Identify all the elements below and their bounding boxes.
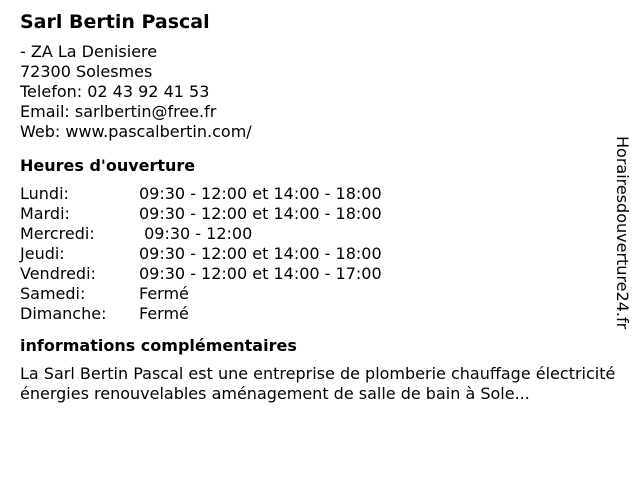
hours-row-friday xyxy=(20,264,610,284)
day-hours: 09:30 - 12:00 et 14:00 - 18:00 xyxy=(139,184,382,203)
day-hours: 09:30 - 12:00 et 14:00 - 18:00 xyxy=(139,204,382,223)
opening-hours-table xyxy=(20,184,610,324)
hours-row-tuesday xyxy=(20,204,610,224)
hours-row-thursday xyxy=(20,244,610,264)
business-card xyxy=(20,0,616,404)
additional-info-text: La Sarl Bertin Pascal est une entreprise de plomberie chauffage électricité énergies renouvelables aménagement de salle de bain à Sole... xyxy=(20,364,616,403)
address-line-2: 72300 Solesmes xyxy=(20,62,153,81)
phone-line: Telefon: 02 43 92 41 53 xyxy=(20,82,210,101)
day-label: Dimanche: xyxy=(20,304,107,323)
site-watermark: Horairesdouverture24.fr xyxy=(613,136,632,330)
day-hours: 09:30 - 12:00 xyxy=(139,224,253,243)
day-label: Samedi: xyxy=(20,284,86,303)
hours-row-sunday xyxy=(20,304,610,324)
day-label: Lundi: xyxy=(20,184,69,203)
hours-row-monday xyxy=(20,184,610,204)
day-label: Mercredi: xyxy=(20,224,95,243)
day-label: Jeudi: xyxy=(20,244,65,263)
day-hours: 09:30 - 12:00 et 14:00 - 18:00 xyxy=(139,244,382,263)
day-hours: Fermé xyxy=(139,284,189,303)
email-line: Email: sarlbertin@free.fr xyxy=(20,102,217,121)
web-line: Web: www.pascalbertin.com/ xyxy=(20,122,252,141)
hours-row-saturday xyxy=(20,284,610,304)
day-label: Vendredi: xyxy=(20,264,96,283)
address-line-1: - ZA La Denisiere xyxy=(20,42,158,61)
day-hours: 09:30 - 12:00 et 14:00 - 17:00 xyxy=(139,264,382,283)
additional-info-heading: informations complémentaires xyxy=(20,336,297,355)
hours-row-wednesday xyxy=(20,224,610,244)
day-hours: Fermé xyxy=(139,304,189,323)
day-label: Mardi: xyxy=(20,204,70,223)
contact-block xyxy=(20,42,610,142)
business-name: Sarl Bertin Pascal xyxy=(20,11,210,33)
opening-hours-heading: Heures d'ouverture xyxy=(20,156,196,175)
